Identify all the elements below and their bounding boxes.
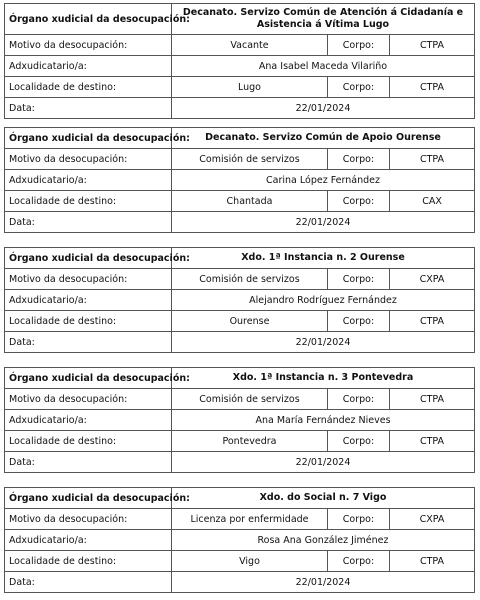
corpo-value: CXPA	[390, 509, 475, 530]
organo-label: Órgano xudicial da desocupación:	[5, 368, 172, 389]
adxudicatario-value: Ana Isabel Maceda Vilariño	[172, 56, 475, 77]
localidade-value: Chantada	[172, 191, 328, 212]
organo-value: Xdo. 1ª Instancia n. 2 Ourense	[172, 248, 475, 269]
motivo-value: Licenza por enfermidade	[172, 509, 328, 530]
vacancy-record-5	[4, 487, 475, 593]
adxudicatario-label: Adxudicatario/a:	[5, 170, 172, 191]
motivo-label: Motivo da desocupación:	[5, 389, 172, 410]
data-value: 22/01/2024	[172, 332, 475, 353]
corpo-label: Corpo:	[328, 77, 390, 98]
data-label: Data:	[5, 332, 172, 353]
corpo-value: CTPA	[390, 551, 475, 572]
data-value: 22/01/2024	[172, 452, 475, 473]
adxudicatario-value: Alejandro Rodríguez Fernández	[172, 290, 475, 311]
motivo-label: Motivo da desocupación:	[5, 509, 172, 530]
motivo-value: Comisión de servizos	[172, 149, 328, 170]
corpo-value: CTPA	[390, 35, 475, 56]
corpo-value: CXPA	[390, 269, 475, 290]
organo-label: Órgano xudicial da desocupación:	[5, 128, 172, 149]
corpo-label: Corpo:	[328, 431, 390, 452]
corpo-value: CAX	[390, 191, 475, 212]
adxudicatario-value: Ana María Fernández Nieves	[172, 410, 475, 431]
vacancy-record-2	[4, 127, 475, 233]
adxudicatario-label: Adxudicatario/a:	[5, 290, 172, 311]
data-value: 22/01/2024	[172, 572, 475, 593]
data-label: Data:	[5, 572, 172, 593]
corpo-label: Corpo:	[328, 269, 390, 290]
motivo-label: Motivo da desocupación:	[5, 269, 172, 290]
corpo-label: Corpo:	[328, 35, 390, 56]
adxudicatario-label: Adxudicatario/a:	[5, 530, 172, 551]
organo-value: Decanato. Servizo Común de Apoio Ourense	[172, 128, 475, 149]
corpo-value: CTPA	[390, 389, 475, 410]
organo-value: Decanato. Servizo Común de Atención á Cidadanía e Asistencia á Vítima Lugo	[172, 4, 475, 35]
organo-value: Xdo. do Social n. 7 Vigo	[172, 488, 475, 509]
organo-label: Órgano xudicial da desocupación:	[5, 248, 172, 269]
data-label: Data:	[5, 98, 172, 119]
corpo-value: CTPA	[390, 149, 475, 170]
corpo-value: CTPA	[390, 311, 475, 332]
corpo-label: Corpo:	[328, 389, 390, 410]
motivo-label: Motivo da desocupación:	[5, 149, 172, 170]
localidade-label: Localidade de destino:	[5, 191, 172, 212]
organo-value: Xdo. 1ª Instancia n. 3 Pontevedra	[172, 368, 475, 389]
corpo-value: CTPA	[390, 77, 475, 98]
motivo-value: Vacante	[172, 35, 328, 56]
localidade-label: Localidade de destino:	[5, 311, 172, 332]
corpo-label: Corpo:	[328, 311, 390, 332]
adxudicatario-value: Carina López Fernández	[172, 170, 475, 191]
vacancy-record-4	[4, 367, 475, 473]
localidade-value: Lugo	[172, 77, 328, 98]
adxudicatario-value: Rosa Ana González Jiménez	[172, 530, 475, 551]
localidade-value: Ourense	[172, 311, 328, 332]
data-value: 22/01/2024	[172, 98, 475, 119]
localidade-label: Localidade de destino:	[5, 431, 172, 452]
vacancy-record-3	[4, 247, 475, 353]
data-label: Data:	[5, 212, 172, 233]
data-value: 22/01/2024	[172, 212, 475, 233]
corpo-label: Corpo:	[328, 509, 390, 530]
motivo-value: Comisión de servizos	[172, 269, 328, 290]
motivo-label: Motivo da desocupación:	[5, 35, 172, 56]
corpo-label: Corpo:	[328, 191, 390, 212]
data-label: Data:	[5, 452, 172, 473]
localidade-label: Localidade de destino:	[5, 77, 172, 98]
organo-label: Órgano xudicial da desocupación:	[5, 488, 172, 509]
vacancy-record-1	[4, 3, 475, 119]
corpo-value: CTPA	[390, 431, 475, 452]
motivo-value: Comisión de servizos	[172, 389, 328, 410]
localidade-value: Vigo	[172, 551, 328, 572]
corpo-label: Corpo:	[328, 551, 390, 572]
localidade-label: Localidade de destino:	[5, 551, 172, 572]
adxudicatario-label: Adxudicatario/a:	[5, 410, 172, 431]
corpo-label: Corpo:	[328, 149, 390, 170]
adxudicatario-label: Adxudicatario/a:	[5, 56, 172, 77]
localidade-value: Pontevedra	[172, 431, 328, 452]
organo-label: Órgano xudicial da desocupación:	[5, 4, 172, 35]
